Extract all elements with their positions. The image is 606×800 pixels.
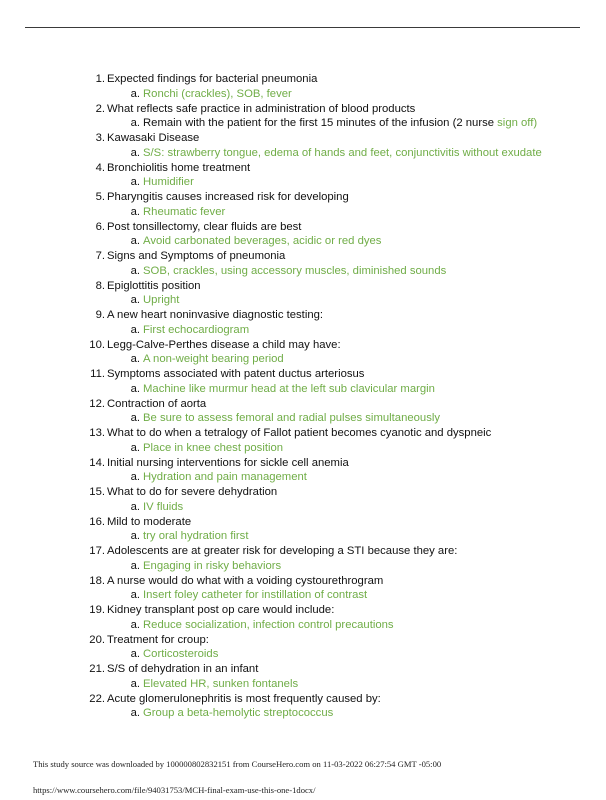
answer-item [0,618,606,633]
answer-text-highlight: A non-weight bearing period [143,353,284,366]
question-text: Bronchiolitis home treatment [107,161,251,174]
answer-text-highlight: IV fluids [143,500,184,513]
question-number: 1. [95,73,105,85]
question-item [0,692,606,707]
question-number: 17. [89,545,105,557]
answer-text [143,441,283,456]
answer-letter: a. [130,500,140,513]
question-item [0,131,606,146]
answer-text [143,588,367,603]
answer-item [0,175,606,190]
answer-letter: a. [130,441,140,454]
answer-item [0,677,606,692]
answer-text [143,87,292,102]
answer-text [143,323,249,338]
question-item [0,279,606,294]
question-item [0,102,606,117]
question-number: 9. [95,309,105,321]
question-item [0,308,606,323]
question-number: 21. [89,663,105,675]
question-item [0,456,606,471]
answer-text-highlight: Group a beta-hemolytic streptococcus [143,707,334,720]
question-item [0,220,606,235]
question-item [0,485,606,500]
answer-letter: a. [130,589,140,602]
answer-text [143,264,446,279]
answer-text [143,500,183,515]
answer-item [0,441,606,456]
question-text: Signs and Symptoms of pneumonia [107,250,286,262]
question-number: 19. [89,604,105,616]
answer-letter: a. [130,353,140,366]
answer-item [0,323,606,338]
question-text: Symptoms associated with patent ductus arteriosus [107,368,365,380]
answer-letter: a. [130,471,140,484]
question-number: 15. [89,486,105,498]
question-text: What to do when a tetralogy of Fallot patient becomes cyanotic and dyspneic [107,427,492,439]
answer-text [143,677,298,692]
question-item [0,603,606,618]
question-number: 11. [90,368,105,380]
question-item [0,72,606,87]
question-text: A new heart noninvasive diagnostic testing: [107,309,324,321]
answer-text-highlight: Insert foley catheter for instillation of contrast [143,589,368,602]
answer-text [143,647,218,662]
answer-text [143,382,435,397]
question-text: Epiglottitis position [107,279,201,292]
answer-text-dark: Remain with the patient for the first 15 minutes of the infusion (2 nurse [143,117,498,130]
answer-text [143,706,333,721]
answer-text [143,205,225,220]
question-item [0,367,606,382]
answer-item [0,588,606,603]
answer-text-highlight: Corticosteroids [143,648,219,661]
answer-letter: a. [130,530,140,543]
question-item [0,338,606,353]
answer-text [143,411,440,426]
answer-text-highlight: First echocardiogram [143,323,250,336]
download-source-notice: This study source was downloaded by 100000802832151 from CourseHero.com on 11-03-2022 06:27:54 GMT -05:00 [33,759,442,769]
answer-letter: a. [130,412,140,425]
answer-letter: a. [130,87,140,100]
question-text: Mild to moderate [107,515,192,528]
answer-letter: a. [130,294,140,307]
answer-text-highlight: Be sure to assess femoral and radial pulses simultaneously [143,412,441,425]
question-item [0,544,606,559]
question-number: 4. [95,161,105,174]
question-number: 14. [89,456,105,469]
header-divider [25,27,580,28]
question-item [0,426,606,441]
answer-item [0,264,606,279]
answer-letter: a. [130,382,140,395]
answer-item [0,352,606,367]
question-number: 5. [95,191,105,203]
answer-text [143,293,179,308]
answer-text-highlight: Engaging in risky behaviors [143,559,282,572]
question-item [0,190,606,205]
question-text: Kidney transplant post op care would include: [107,604,335,616]
question-text: Kawasaki Disease [107,132,200,144]
question-number: 16. [89,515,105,528]
answer-text-highlight: SOB, crackles, using accessory muscles, diminished sounds [143,264,447,277]
answer-text [143,352,284,367]
answer-text [143,470,307,485]
answer-text-highlight: Reduce socialization, infection control precautions [143,618,394,631]
answer-text [143,559,281,574]
question-item [0,633,606,648]
question-text: Legg-Calve-Perthes disease a child may have: [107,338,341,351]
question-number: 2. [95,102,105,115]
answer-text-highlight: sign off) [497,117,538,130]
answer-text [143,175,194,190]
answer-text-highlight: Elevated HR, sunken fontanels [143,677,299,690]
question-number: 8. [95,279,105,292]
answer-text [143,529,248,544]
answer-letter: a. [130,677,140,690]
answer-item [0,559,606,574]
answer-letter: a. [130,618,140,631]
question-text: Contraction of aorta [107,397,207,410]
answer-item [0,500,606,515]
answer-text-highlight: Avoid carbonated beverages, acidic or red dyes [143,235,382,248]
answer-letter: a. [130,323,140,336]
answer-item [0,234,606,249]
answer-text [143,618,394,633]
answer-item [0,529,606,544]
answer-text-highlight: Upright [143,294,180,307]
question-number: 10. [89,338,105,351]
question-text: Pharyngitis causes increased risk for developing [107,191,349,203]
question-text: What reflects safe practice in administration of blood products [107,102,416,115]
answer-text-highlight: Humidifier [143,176,194,189]
question-text: Post tonsillectomy, clear fluids are best [107,220,302,233]
question-number: 13. [89,427,105,439]
answer-text-highlight: S/S: strawberry tongue, edema of hands and feet, conjunctivitis without exudate [143,146,542,159]
question-number: 6. [95,220,105,233]
answer-item [0,647,606,662]
question-item [0,662,606,677]
question-number: 20. [89,633,105,646]
question-number: 3. [95,132,105,144]
source-url: https://www.coursehero.com/file/94031753/MCH-final-exam-use-this-one-1docx/ [33,785,316,795]
answer-item [0,706,606,721]
answer-text-highlight: Place in knee chest position [143,441,284,454]
question-number: 22. [89,692,105,705]
answer-letter: a. [130,205,140,218]
question-text: Expected findings for bacterial pneumonia [107,73,318,85]
question-item [0,249,606,264]
answer-text-highlight: Hydration and pain management [143,471,307,484]
question-text: What to do for severe dehydration [107,486,278,498]
answer-text-highlight: try oral hydration first [143,530,249,543]
question-item [0,574,606,589]
question-text: A nurse would do what with a voiding cystourethrogram [107,574,384,587]
question-text: Acute glomerulonephritis is most frequently caused by: [107,692,381,705]
answer-letter: a. [130,176,140,189]
question-item [0,515,606,530]
answer-text [143,146,542,161]
answer-item [0,293,606,308]
answer-text-highlight: Ronchi (crackles), SOB, fever [143,87,292,100]
answer-letter: a. [130,264,140,277]
question-item [0,397,606,412]
question-text: Treatment for croup: [107,633,209,646]
answer-item [0,411,606,426]
question-text: S/S of dehydration in an infant [107,663,259,675]
question-answer-list [0,72,606,721]
answer-letter: a. [130,146,140,159]
answer-text-highlight: Machine like murmur head at the left sub clavicular margin [143,382,435,395]
answer-letter: a. [130,117,140,130]
answer-letter: a. [130,648,140,661]
answer-item [0,382,606,397]
answer-item [0,470,606,485]
answer-item [0,146,606,161]
question-number: 7. [95,250,105,262]
answer-text [143,116,537,131]
answer-item [0,205,606,220]
answer-text [143,234,381,249]
answer-letter: a. [130,707,140,720]
question-number: 12. [89,397,105,410]
answer-item [0,87,606,102]
question-item [0,161,606,176]
answer-letter: a. [130,559,140,572]
answer-text-highlight: Rheumatic fever [143,205,226,218]
question-number: 18. [89,574,105,587]
question-text: Initial nursing interventions for sickle cell anemia [107,456,349,469]
answer-letter: a. [130,235,140,248]
question-text: Adolescents are at greater risk for developing a STI because they are: [107,545,458,557]
answer-item [0,116,606,131]
